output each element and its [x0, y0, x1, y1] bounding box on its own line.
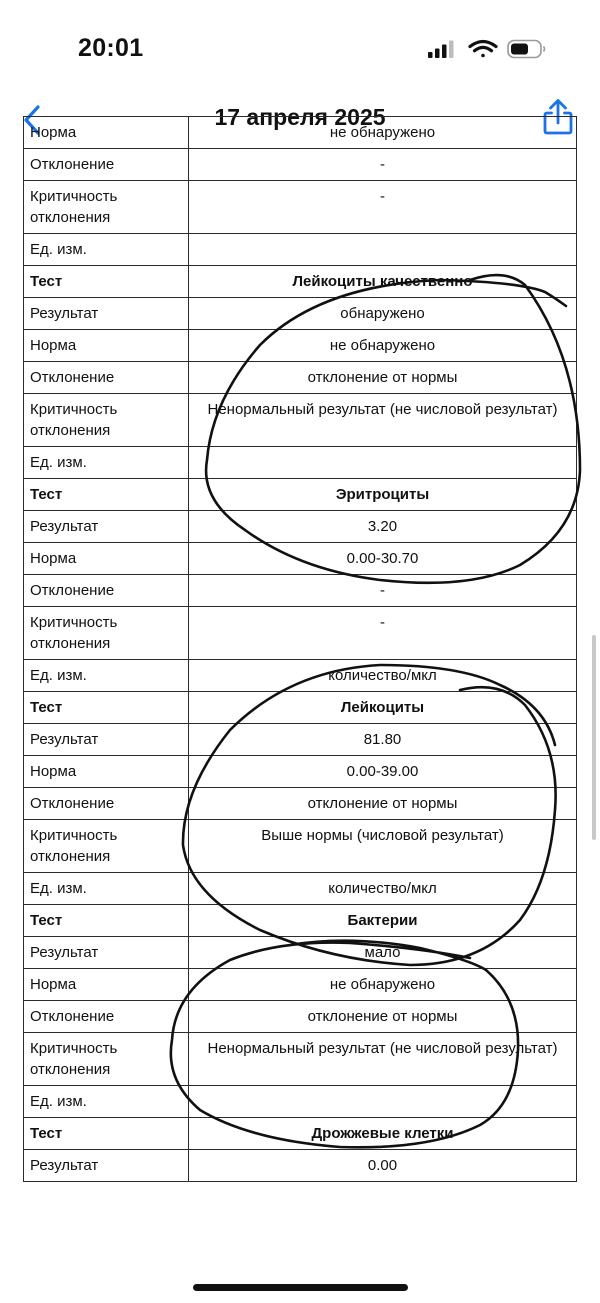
cellular-signal-icon [428, 41, 454, 59]
table-row [24, 575, 577, 607]
table-row [24, 149, 577, 181]
test-header-row [24, 479, 577, 511]
row-label: Результат [24, 1150, 189, 1182]
row-label: Критичность отклонения [24, 820, 189, 873]
status-icons [428, 38, 550, 67]
test-header-row [24, 692, 577, 724]
row-label: Ед. изм. [24, 873, 189, 905]
row-value: 81.80 [189, 724, 577, 756]
scroll-indicator[interactable] [592, 635, 596, 840]
row-value: Эритроциты [189, 479, 577, 511]
test-header-row [24, 1118, 577, 1150]
row-label: Ед. изм. [24, 234, 189, 266]
row-value: отклонение от нормы [189, 362, 577, 394]
row-value: - [189, 181, 577, 234]
row-value: 0.00-30.70 [189, 543, 577, 575]
row-label: Норма [24, 969, 189, 1001]
row-label: Отклонение [24, 575, 189, 607]
row-value: Ненормальный результат (не числовой результат) [189, 1033, 577, 1086]
table-row [24, 724, 577, 756]
battery-icon [508, 41, 545, 58]
table-row [24, 362, 577, 394]
row-label: Норма [24, 117, 189, 149]
table-row [24, 607, 577, 660]
row-label: Тест [24, 905, 189, 937]
row-value: Лейкоциты качественно [189, 266, 577, 298]
table-row [24, 1086, 577, 1118]
table-row [24, 181, 577, 234]
status-bar [0, 0, 600, 96]
status-time: 20:01 [78, 34, 144, 62]
row-value: Дрожжевые клетки [189, 1118, 577, 1150]
row-value: обнаружено [189, 298, 577, 330]
row-label: Норма [24, 756, 189, 788]
row-value: мало [189, 937, 577, 969]
results-table [23, 116, 577, 1182]
row-label: Норма [24, 330, 189, 362]
row-value [189, 234, 577, 266]
row-label: Критичность отклонения [24, 181, 189, 234]
table-row [24, 660, 577, 692]
table-row [24, 756, 577, 788]
row-value: не обнаружено [189, 117, 577, 149]
row-value [189, 1086, 577, 1118]
wifi-icon [470, 42, 496, 58]
row-value: отклонение от нормы [189, 1001, 577, 1033]
row-value: Лейкоциты [189, 692, 577, 724]
row-label: Ед. изм. [24, 1086, 189, 1118]
row-value: Ненормальный результат (не числовой результат) [189, 394, 577, 447]
row-label: Критичность отклонения [24, 607, 189, 660]
table-row [24, 1150, 577, 1182]
table-row [24, 117, 577, 149]
row-value: Бактерии [189, 905, 577, 937]
row-value: не обнаружено [189, 330, 577, 362]
row-value [189, 447, 577, 479]
table-row [24, 511, 577, 543]
row-label: Критичность отклонения [24, 1033, 189, 1086]
home-indicator[interactable] [193, 1284, 408, 1291]
table-row [24, 298, 577, 330]
table-row [24, 1033, 577, 1086]
row-label: Отклонение [24, 788, 189, 820]
row-label: Отклонение [24, 149, 189, 181]
row-label: Тест [24, 266, 189, 298]
row-value: - [189, 575, 577, 607]
table-row [24, 969, 577, 1001]
row-value: - [189, 149, 577, 181]
test-header-row [24, 905, 577, 937]
row-label: Отклонение [24, 362, 189, 394]
table-row [24, 937, 577, 969]
table-row [24, 820, 577, 873]
row-value: 0.00 [189, 1150, 577, 1182]
row-value: не обнаружено [189, 969, 577, 1001]
table-row [24, 447, 577, 479]
row-label: Результат [24, 724, 189, 756]
table-row [24, 234, 577, 266]
row-label: Тест [24, 479, 189, 511]
row-value: Выше нормы (числовой результат) [189, 820, 577, 873]
row-value: количество/мкл [189, 660, 577, 692]
row-label: Ед. изм. [24, 447, 189, 479]
row-label: Тест [24, 692, 189, 724]
row-label: Критичность отклонения [24, 394, 189, 447]
table-row [24, 543, 577, 575]
row-value: 0.00-39.00 [189, 756, 577, 788]
row-label: Результат [24, 298, 189, 330]
row-value: количество/мкл [189, 873, 577, 905]
table-row [24, 1001, 577, 1033]
row-label: Ед. изм. [24, 660, 189, 692]
row-value: 3.20 [189, 511, 577, 543]
row-label: Отклонение [24, 1001, 189, 1033]
row-label: Результат [24, 511, 189, 543]
table-row [24, 788, 577, 820]
row-value: - [189, 607, 577, 660]
row-label: Тест [24, 1118, 189, 1150]
row-label: Результат [24, 937, 189, 969]
table-row [24, 873, 577, 905]
document-view[interactable] [0, 124, 600, 1258]
row-value: отклонение от нормы [189, 788, 577, 820]
table-row [24, 394, 577, 447]
table-row [24, 330, 577, 362]
row-label: Норма [24, 543, 189, 575]
test-header-row [24, 266, 577, 298]
page-title: 17 апреля 2025 [214, 104, 386, 130]
